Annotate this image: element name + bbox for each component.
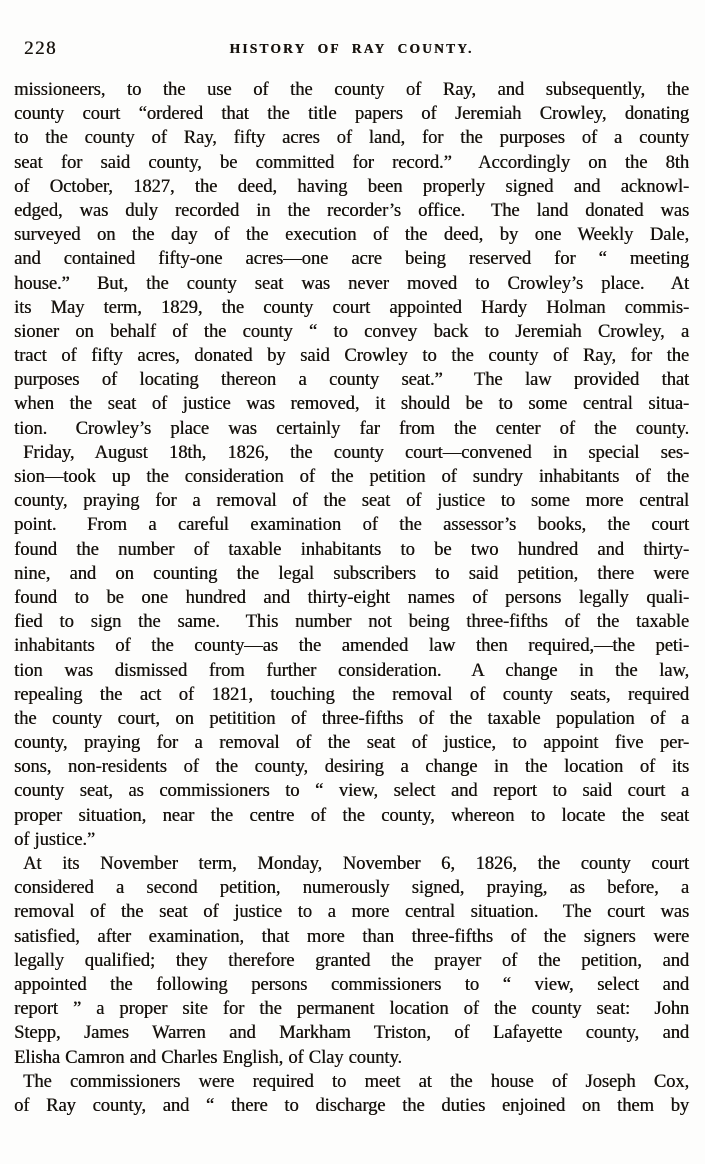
text-line: and contained fifty-one acres—one acre being reserved for “ meeting <box>14 248 689 270</box>
text-line: edged, was duly recorded in the recorder’s office. The land donated was <box>14 199 689 221</box>
text-line: county, praying for a removal of the seat of justice to some more central <box>14 490 689 512</box>
text-line: sioner on behalf of the county “ to convey back to Jeremiah Crowley, a <box>14 320 689 342</box>
text-line: to the county of Ray, fifty acres of land, for the purposes of a county <box>14 127 689 149</box>
text-line: Stepp, James Warren and Markham Triston, of Lafayette county, and <box>14 1022 689 1044</box>
text-line: repealing the act of 1821, touching the removal of county seats, required <box>14 683 689 705</box>
text-line: tract of fifty acres, donated by said Crowley to the county of Ray, for the <box>14 345 689 367</box>
text-line: appointed the following persons commissioners to “ view, select and <box>14 973 689 995</box>
running-header: HISTORY OF RAY COUNTY. <box>229 41 474 56</box>
text-line: of justice.” <box>14 828 95 850</box>
paragraph <box>14 78 689 441</box>
text-line: surveyed on the day of the execution of the deed, by one Weekly Dale, <box>14 224 689 246</box>
text-line: tion. Crowley’s place was certainly far from the center of the county. <box>14 417 689 439</box>
page-body <box>14 78 689 1118</box>
text-line: removal of the seat of justice to a more central situation. The court was <box>14 901 689 923</box>
text-line: house.” But, the county seat was never moved to Crowley’s place. At <box>14 272 689 294</box>
text-line: legally qualified; they therefore granted the prayer of the petition, and <box>14 949 689 971</box>
paragraph <box>14 441 689 852</box>
text-line: of October, 1827, the deed, having been properly signed and acknowl- <box>14 175 689 197</box>
text-line: report ” a proper site for the permanent location of the county seat: John <box>14 998 689 1020</box>
text-line: proper situation, near the centre of the county, whereon to locate the seat <box>14 804 689 826</box>
page-number: 228 <box>24 38 57 59</box>
text-line: found the number of taxable inhabitants to be two hundred and thirty- <box>14 538 689 560</box>
text-line: considered a second petition, numerously signed, praying, as before, a <box>14 877 689 899</box>
text-line: missioneers, to the use of the county of Ray, and subsequently, the <box>14 79 689 100</box>
text-line: Friday, August 18th, 1826, the county court—convened in special ses- <box>23 441 689 463</box>
text-line: Elisha Camron and Charles English, of Clay county. <box>14 1046 402 1068</box>
text-line: point. From a careful examination of the assessor’s books, the court <box>14 514 689 536</box>
paragraph <box>14 1070 689 1118</box>
text-line: tion was dismissed from further consideration. A change in the law, <box>14 659 689 681</box>
text-line: county seat, as commissioners to “ view, select and report to said court a <box>14 780 689 802</box>
text-line: sion—took up the consideration of the petition of sundry inhabitants of the <box>14 466 689 487</box>
text-line: At its November term, Monday, November 6, 1826, the county court <box>23 853 689 874</box>
text-line: The commissioners were required to meet at the house of Joseph Cox, <box>23 1070 689 1092</box>
text-line: inhabitants of the county—as the amended law then required,—the peti- <box>14 635 689 657</box>
text-line: its May term, 1829, the county court appointed Hardy Holman commis- <box>14 296 689 318</box>
text-line: found to be one hundred and thirty-eight names of persons legally quali- <box>14 586 689 608</box>
text-line: county, praying for a removal of the seat of justice, to appoint five per- <box>14 732 689 754</box>
text-line: purposes of locating thereon a county seat.” The law provided that <box>14 369 689 391</box>
text-line: county court “ordered that the title papers of Jeremiah Crowley, donating <box>14 103 689 125</box>
text-line: the county court, on petitition of three-fifths of the taxable population of a <box>14 707 689 729</box>
page-header <box>14 0 689 60</box>
text-line: seat for said county, be committed for record.” Accordingly on the 8th <box>14 151 689 173</box>
text-line: sons, non-residents of the county, desiring a change in the location of its <box>14 756 689 778</box>
text-line: satisfied, after examination, that more than three-fifths of the signers were <box>14 925 689 947</box>
text-line: fied to sign the same. This number not being three-fifths of the taxable <box>14 611 689 633</box>
text-line: nine, and on counting the legal subscribers to said petition, there were <box>14 562 689 584</box>
text-line: of Ray county, and “ there to discharge the duties enjoined on them by <box>14 1094 689 1116</box>
text-line: when the seat of justice was removed, it should be to some central situa- <box>14 393 689 415</box>
paragraph <box>14 852 689 1070</box>
